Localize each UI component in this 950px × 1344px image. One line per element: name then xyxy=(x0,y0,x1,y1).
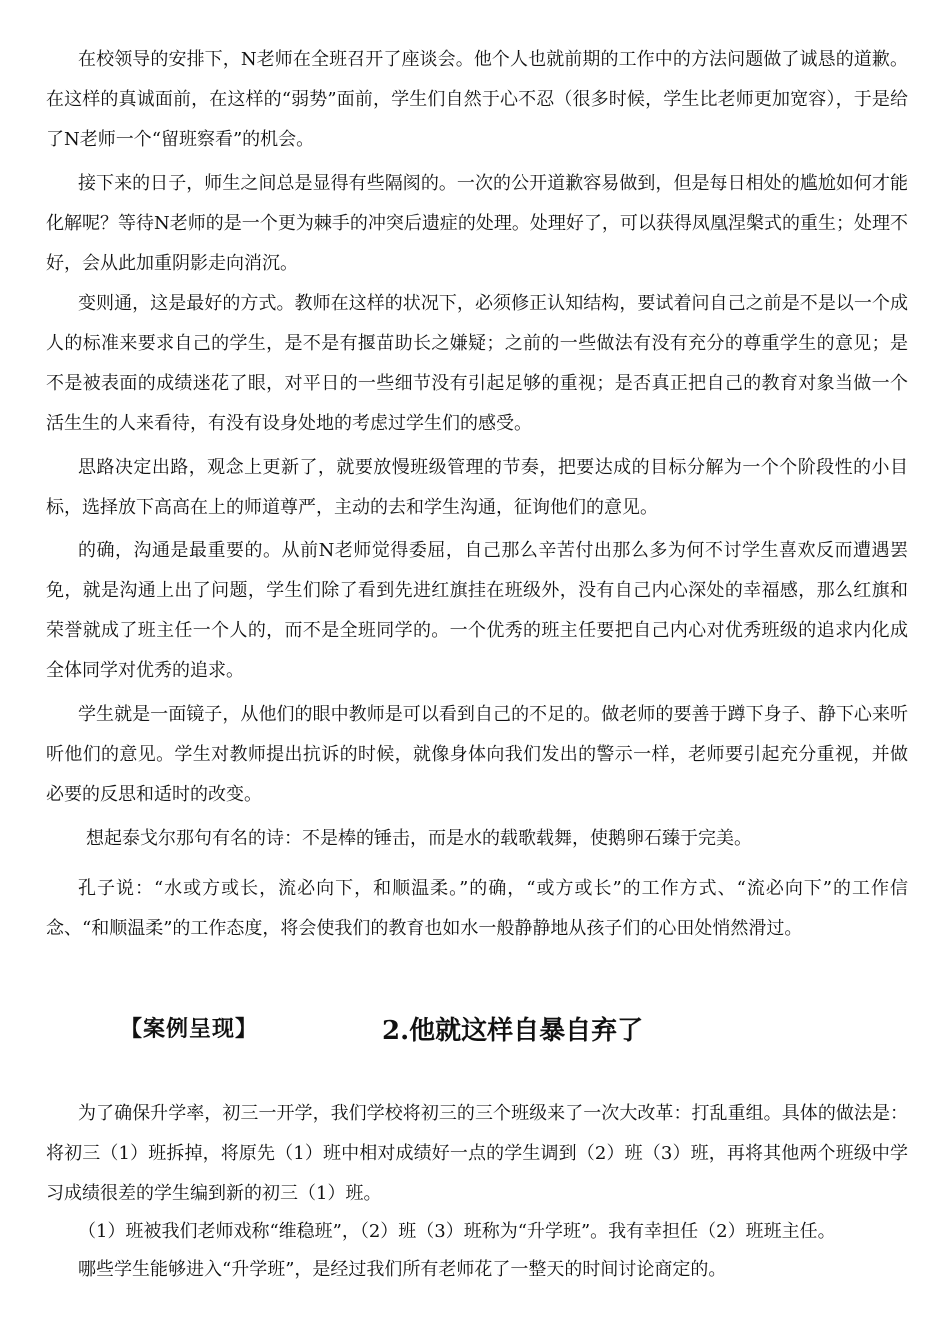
paragraph-class-nicknames: （1）班被我们老师戏称“维稳班”，（2）班（3）班称为“升学班”。我有幸担任（2）班班主任。 xyxy=(78,1221,836,1242)
paragraph-confucius-quote: 孔子说：“水或方或长，流必向下，和顺温柔。”的确，“或方或长”的工作方式、“流必向下”的工作信念、“和顺温柔”的工作态度，将会使我们的教育也如水一般静静地从孩子们的心田处悄然滑过。 xyxy=(46,878,908,939)
section-heading xyxy=(0,1010,950,1054)
paragraph-tagore-quote: 想起泰戈尔那句有名的诗：不是棒的锤击，而是水的载歌载舞，使鹅卵石臻于完美。 xyxy=(86,828,752,849)
paragraph-thinking-decides-path: 思路决定出路，观念上更新了，就要放慢班级管理的节奏，把要达成的目标分解为一个个阶段性的小目标，选择放下高高在上的师道尊严，主动的去和学生沟通，征询他们的意见。 xyxy=(46,457,908,518)
paragraph-mirror: 学生就是一面镜子，从他们的眼中教师是可以看到自己的不足的。做老师的要善于蹲下身子、静下心来听听他们的意见。学生对教师提出抗诉的时候，就像身体向我们发出的警示一样，老师要引起充分重视，并做必要的反思和适时的改变。 xyxy=(46,704,908,805)
paragraph-meeting-apology: 在校领导的安排下，N老师在全班召开了座谈会。他个人也就前期的工作中的方法问题做了诚恳的道歉。在这样的真诚面前，在这样的“弱势”面前，学生们自然于心不忍（很多时候，学生比老师更加宽容），于是给了N老师一个“留班察看”的机会。 xyxy=(46,49,908,150)
paragraph-estrangement: 接下来的日子，师生之间总是显得有些隔阂的。一次的公开道歉容易做到，但是每日相处的尴尬如何才能化解呢？等待N老师的是一个更为棘手的冲突后遗症的处理。处理好了，可以获得凤凰涅槃式的重生；处理不好，会从此加重阴影走向消沉。 xyxy=(46,173,908,274)
paragraph-class-reorganization: 为了确保升学率，初三一开学，我们学校将初三的三个班级来了一次大改革：打乱重组。具体的做法是：将初三（1）班拆掉，将原先（1）班中相对成绩好一点的学生调到（2）班（3）班，再将其他两个班级中学习成绩很差的学生编到新的初三（1）班。 xyxy=(46,1103,908,1204)
paragraph-selection: 哪些学生能够进入“升学班”，是经过我们所有老师花了一整天的时间讨论商定的。 xyxy=(78,1259,727,1280)
paragraph-communication: 的确，沟通是最重要的。从前N老师觉得委屈，自己那么辛苦付出那么多为何不讨学生喜欢反而遭遇罢免，就是沟通上出了问题，学生们除了看到先进红旗挂在班级外，没有自己内心深处的幸福感，那么红旗和荣誉就成了班主任一个人的，而不是全班同学的。一个优秀的班主任要把自己内心对优秀班级的追求内化成全体同学对优秀的追求。 xyxy=(46,540,908,681)
case-title: 2.他就这样自暴自弃了 xyxy=(382,1016,644,1046)
case-tag: 【案例呈现】 xyxy=(120,1016,259,1042)
paragraph-change-brings-solution: 变则通，这是最好的方式。教师在这样的状况下，必须修正认知结构，要试着问自己之前是不是以一个成人的标准来要求自己的学生，是不是有揠苗助长之嫌疑；之前的一些做法有没有充分的尊重学生的意见；是不是被表面的成绩迷花了眼，对平日的一些细节没有引起足够的重视；是否真正把自己的教育对象当做一个活生生的人来看待，有没有设身处地的考虑过学生们的感受。 xyxy=(46,293,908,434)
